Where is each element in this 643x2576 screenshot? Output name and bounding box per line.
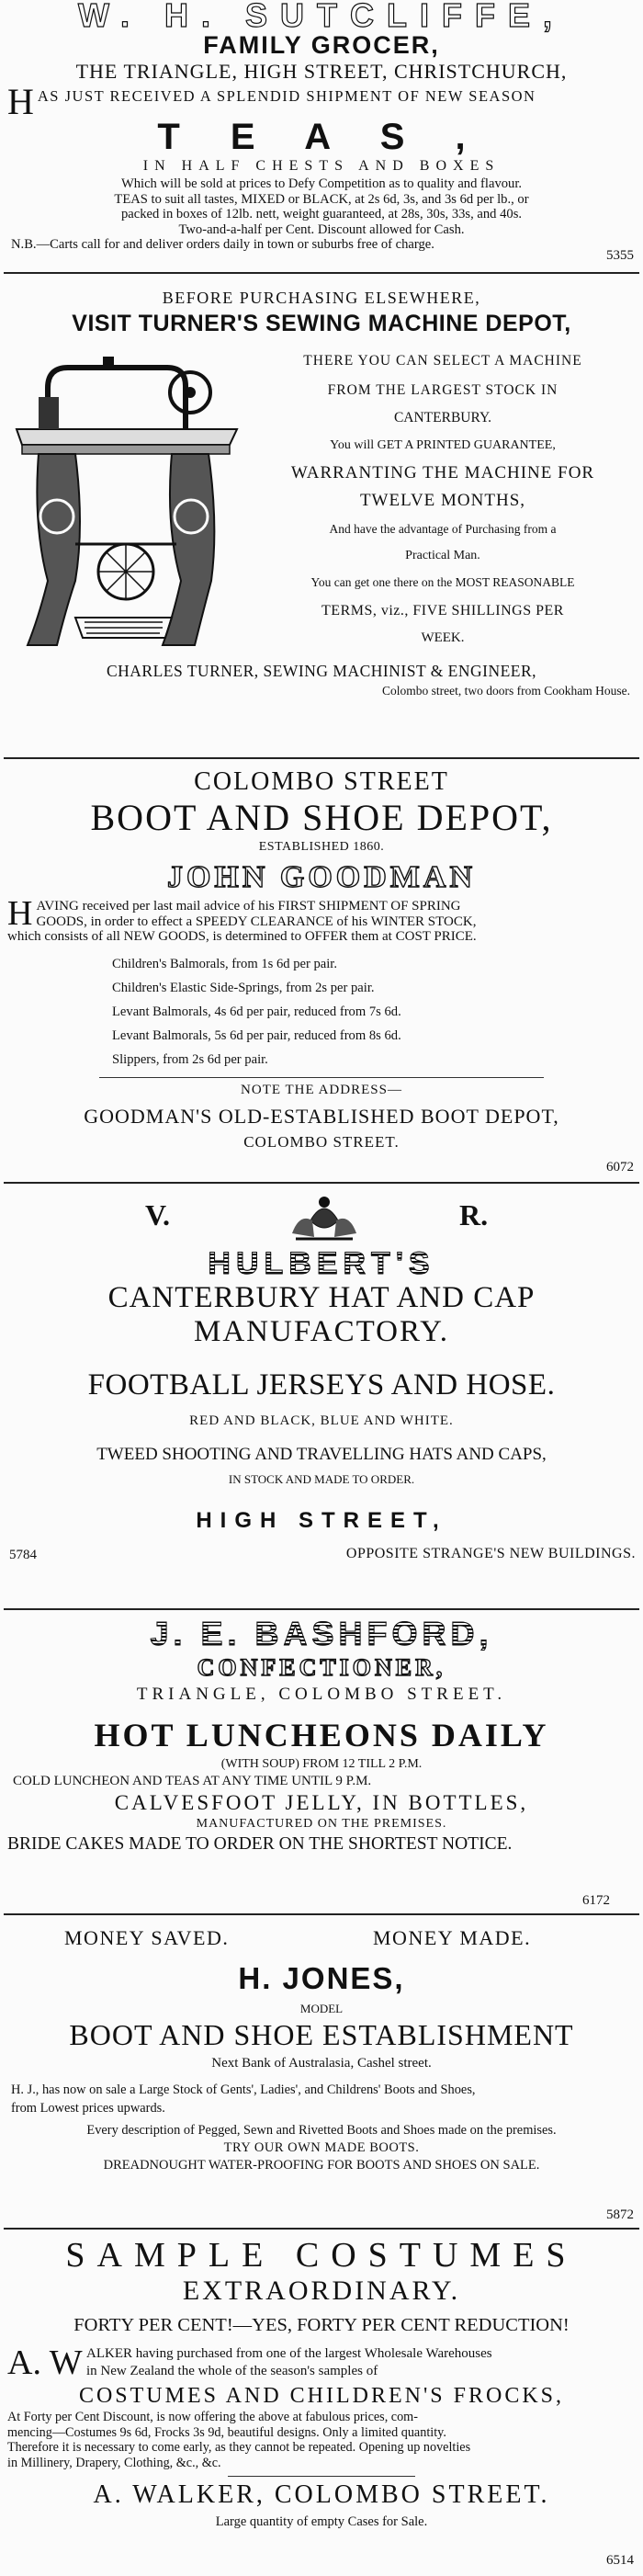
goodman-colombo: COLOMBO STREET. [243, 1132, 400, 1151]
goodman-established: ESTABLISHED 1860. [258, 840, 385, 854]
goodman-street: COLOMBO STREET [194, 767, 449, 796]
sutcliffe-body-line: Which will be sold at prices to Defy Competition as to quality and flavour. [120, 176, 523, 191]
hulbert-bottom [7, 1544, 636, 1568]
hulbert-stock: IN STOCK AND MADE TO ORDER. [228, 1472, 415, 1486]
sutcliffe-body-line: packed in boxes of 12lb. nett, weight guaranteed, at 28s, 30s, 33s, and 40s. [120, 207, 523, 221]
turner-line: TERMS, viz., FIVE SHILLINGS PER [322, 603, 564, 618]
goodman-intro [7, 894, 636, 945]
bashford-cold: COLD LUNCHEON AND TEAS AT ANY TIME UNTIL 9 P.M. [13, 1774, 372, 1788]
turner-line: TWELVE MONTHS, [359, 491, 526, 510]
turner-signature: CHARLES TURNER, SEWING MACHINIST & ENGINEER, [106, 662, 537, 680]
ad-jones [0, 1915, 643, 2228]
goodman-dropcap: H [7, 894, 33, 933]
jones-body-line: H. J., has now on sale a Large Stock of Gents', Ladies', and Childrens' Boots and Shoes, [11, 2082, 476, 2097]
walker-extra: EXTRAORDINARY. [182, 2275, 461, 2306]
bashford-manufactured: MANUFACTURED ON THE PREMISES. [196, 1817, 447, 1831]
turner-body [7, 338, 636, 660]
walker-body-line: mencing—Costumes 9s 6d, Frocks 3s 9d, beautiful designs. Only a limited quantity. [7, 2424, 446, 2440]
goodman-prices [7, 952, 636, 1072]
turner-headline: VISIT TURNER'S SEWING MACHINE DEPOT, [72, 311, 571, 336]
goodman-depot: BOOT AND SHOE DEPOT, [90, 797, 553, 838]
hulbert-v: V. [145, 1198, 170, 1231]
sutcliffe-body-line: Two-and-a-half per Cent. Discount allowed for Cash. [178, 221, 465, 237]
jones-next: Next Bank of Australasia, Cashel street. [211, 2056, 432, 2071]
bashford-name: J. E. BASHFORD, [150, 1615, 493, 1652]
sutcliffe-body-line: N.B.—Carts call for and deliver orders daily in town or suburbs free of charge. [11, 237, 434, 252]
goodman-intro-line: AVING received per last mail advice of his FIRST SHIPMENT OF SPRING [36, 899, 461, 914]
jones-money-row [7, 1923, 636, 1956]
turner-line: You will GET A PRINTED GUARANTEE, [330, 438, 556, 452]
sutcliffe-name: W. H. SUTCLIFFE, [78, 0, 565, 34]
goodman-ref: 6072 [606, 1160, 634, 1175]
walker-address: A. WALKER, COLOMBO STREET. [93, 2480, 550, 2509]
bashford-trade: CONFECTIONER, [197, 1654, 446, 1681]
goodman-intro-line: which consists of all NEW GOODS, is determined to OFFER them at COST PRICE. [7, 929, 477, 944]
walker-initial: A. W [7, 2343, 83, 2382]
sutcliffe-intro [7, 81, 636, 122]
jones-ref: 5872 [606, 2207, 634, 2222]
walker-intro [7, 2343, 636, 2382]
jones-try: TRY OUR OWN MADE BOOTS. [223, 2140, 420, 2155]
price-line: Slippers, from 2s 6d per pair. [112, 1051, 268, 1067]
sutcliffe-teas: T E A S , [157, 117, 486, 157]
jones-establishment: BOOT AND SHOE ESTABLISHMENT [69, 2018, 574, 2051]
bashford-name-row [7, 1616, 636, 1652]
hulbert-r: R. [459, 1198, 489, 1231]
hulbert-name-row [7, 1246, 636, 1281]
hulbert-name: HULBERT'S [208, 1246, 435, 1281]
walker-body-line: At Forty per Cent Discount, is now offering the above at fabulous prices, com- [7, 2410, 418, 2424]
hulbert-line2: MANUFACTORY. [194, 1315, 449, 1348]
price-line: Children's Balmorals, from 1s 6d per pair. [112, 956, 338, 971]
walker-body-line: in Millinery, Drapery, Clothing, &c., &c. [7, 2455, 221, 2470]
turner-line: FROM THE LARGEST STOCK IN [327, 382, 558, 398]
turner-line: Practical Man. [405, 549, 480, 562]
jones-body [7, 2081, 636, 2139]
sutcliffe-address: THE TRIANGLE, HIGH STREET, CHRISTCHURCH, [75, 60, 568, 83]
walker-body-line: Therefore it is necessary to come early, as they cannot be repeated. Opening up novelties [7, 2440, 471, 2455]
jones-saved: MONEY SAVED. [64, 1926, 230, 1949]
hulbert-line1: CANTERBURY HAT AND CAP [107, 1281, 536, 1314]
turner-before: BEFORE PURCHASING ELSEWHERE, [162, 289, 481, 307]
goodman-old: GOODMAN'S OLD-ESTABLISHED BOOT DEPOT, [84, 1104, 559, 1128]
sewing-machine-illustration [11, 342, 245, 659]
turner-lines [254, 346, 632, 651]
royal-crest-icon [283, 1193, 366, 1244]
ad-hulbert [0, 1184, 643, 1608]
turner-line: THERE YOU CAN SELECT A MACHINE [303, 353, 582, 369]
ad-turner [0, 274, 643, 757]
price-line: Levant Balmorals, 4s 6d per pair, reduced from 7s 6d. [112, 1004, 401, 1019]
bashford-bride: BRIDE CAKES MADE TO ORDER ON THE SHORTEST NOTICE. [7, 1834, 513, 1854]
turner-location: Colombo street, two doors from Cookham House. [382, 684, 630, 698]
hulbert-high: HIGH STREET, [196, 1508, 447, 1533]
price-line: Levant Balmorals, 5s 6d per pair, reduced from 8s 6d. [112, 1027, 401, 1043]
hulbert-opposite: OPPOSITE STRANGE'S NEW BUILDINGS. [345, 1546, 636, 1561]
walker-intro-lines [86, 2345, 636, 2380]
turner-line: You can get one there on the MOST REASONABLE [310, 575, 575, 589]
turner-line: CANTERBURY. [393, 410, 492, 426]
goodman-note: NOTE THE ADDRESS— [241, 1082, 402, 1097]
walker-intro-line: ALKER having purchased from one of the largest Wholesale Warehouses [86, 2346, 492, 2361]
ad-walker [0, 2230, 643, 2575]
sutcliffe-body-line: TEAS to suit all tastes, MIXED or BLACK, at 2s 6d, 3s, and 3s 6d per lb., or [114, 191, 529, 207]
bashford-jelly: CALVESFOOT JELLY, IN BOTTLES, [114, 1791, 529, 1814]
hulbert-ref: 5784 [9, 1548, 37, 1562]
hulbert-tweed: TWEED SHOOTING AND TRAVELLING HATS AND CAPS, [96, 1445, 547, 1464]
jones-name: H. JONES, [238, 1961, 405, 1995]
bashford-hot: HOT LUNCHEONS DAILY [94, 1717, 549, 1753]
sutcliffe-ref: 5355 [606, 248, 634, 263]
turner-line: WEEK. [421, 630, 465, 645]
walker-ref: 6514 [606, 2553, 634, 2568]
walker-sample: SAMPLE COSTUMES [65, 2236, 578, 2275]
goodman-intro-line: GOODS, in order to effect a SPEEDY CLEARANCE of his WINTER STOCK, [36, 914, 477, 929]
bashford-soup: (WITH SOUP) FROM 12 TILL 2 P.M. [220, 1757, 423, 1771]
hulbert-colors: RED AND BLACK, BLUE AND WHITE. [189, 1413, 454, 1428]
ad-sutcliffe [0, 0, 643, 272]
bashford-address: TRIANGLE, COLOMBO STREET. [136, 1685, 507, 1704]
bashford-ref: 6172 [582, 1893, 610, 1908]
ad-goodman [0, 759, 643, 1182]
turner-line: WARRANTING THE MACHINE FOR [290, 463, 595, 482]
sutcliffe-chests: IN HALF CHESTS AND BOXES [142, 158, 501, 174]
jones-body-line: from Lowest prices upwards. [11, 2101, 165, 2116]
hulbert-vr [7, 1193, 636, 1246]
walker-body [7, 2410, 636, 2470]
sutcliffe-body [7, 176, 636, 253]
sutcliffe-lead: AS JUST RECEIVED A SPLENDID SHIPMENT OF NEW SEASON [37, 87, 536, 105]
jones-model: MODEL [299, 2002, 344, 2015]
sutcliffe-dropcap: H [7, 81, 34, 122]
jones-made: MONEY MADE. [373, 1926, 532, 1949]
hulbert-football: FOOTBALL JERSEYS AND HOSE. [87, 1368, 556, 1401]
walker-costumes: COSTUMES AND CHILDREN'S FROCKS, [78, 2384, 565, 2408]
ad-bashford [0, 1610, 643, 1913]
walker-intro-line: in New Zealand the whole of the season's samples of [86, 2364, 378, 2378]
jones-body-line: Every description of Pegged, Sewn and Rivetted Boots and Shoes made on the premises. [86, 2123, 557, 2138]
turner-line: And have the advantage of Purchasing from a [329, 522, 557, 536]
price-line: Children's Elastic Side-Springs, from 2s per pair. [112, 980, 375, 995]
goodman-name: JOHN GOODMAN [166, 860, 477, 894]
walker-cases: Large quantity of empty Cases for Sale. [215, 2514, 428, 2529]
sutcliffe-trade: FAMILY GROCER, [203, 31, 440, 59]
jones-dread: DREADNOUGHT WATER-PROOFING FOR BOOTS AND SHOES ON SALE. [103, 2158, 540, 2173]
walker-forty: FORTY PER CENT!—YES, FORTY PER CENT REDUCTION! [73, 2315, 570, 2335]
